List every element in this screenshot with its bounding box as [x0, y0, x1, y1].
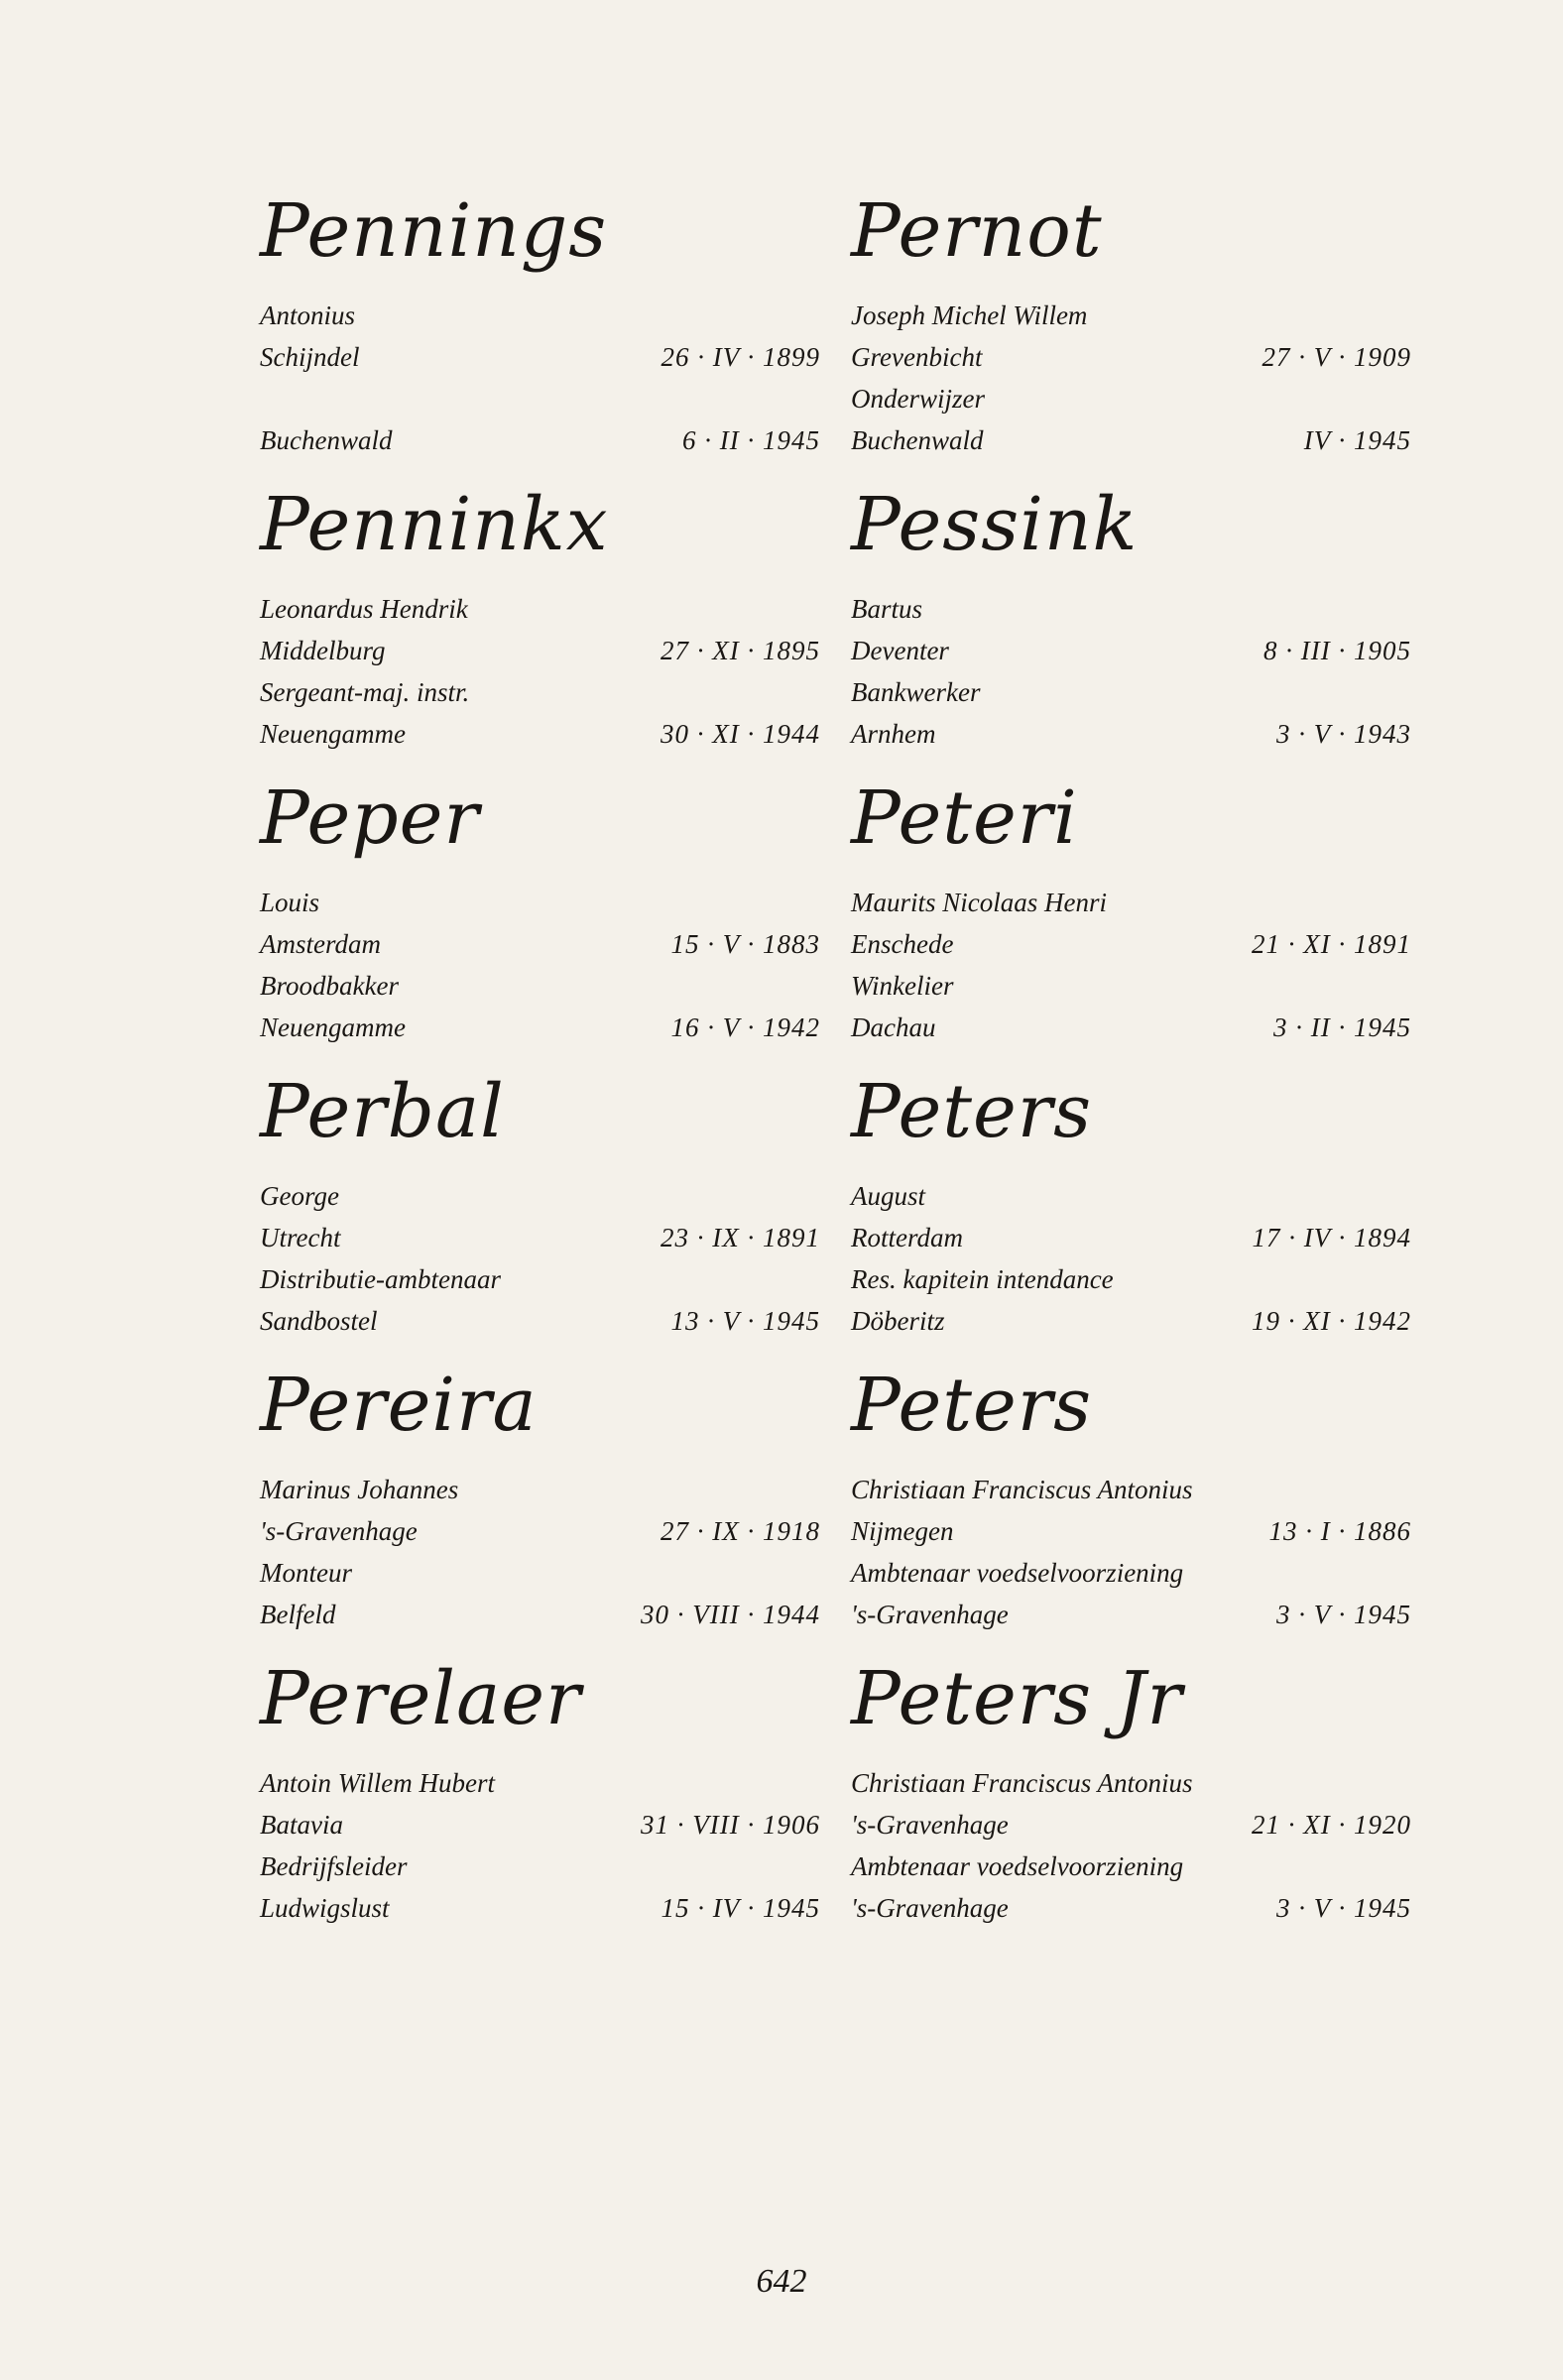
occupation: Ambtenaar voedselvoorziening — [851, 1851, 1184, 1881]
death-place: Neuengamme — [260, 719, 406, 749]
memorial-entry — [260, 771, 820, 1064]
given-names: Leonardus Hendrik — [260, 594, 468, 624]
death-line — [851, 1887, 1411, 1929]
birthplace: Deventer — [851, 636, 949, 665]
given-names: Christiaan Franciscus Antonius — [851, 1475, 1193, 1504]
birthplace: Enschede — [851, 929, 954, 959]
given-names-line — [851, 588, 1411, 630]
surname: Perbal — [260, 1069, 505, 1154]
occupation-line — [851, 1258, 1411, 1300]
birthplace: Middelburg — [260, 636, 386, 665]
memorial-entry — [260, 1358, 820, 1651]
occupation-line — [851, 671, 1411, 713]
surname: Peters Jr — [851, 1656, 1183, 1741]
birth-line — [851, 630, 1411, 671]
memorial-entry — [851, 183, 1411, 477]
death-line — [260, 1594, 820, 1635]
birth-line — [260, 1217, 820, 1258]
occupation: Sergeant-maj. instr. — [260, 677, 470, 707]
memorial-entry — [260, 477, 820, 771]
surname: Perelaer — [260, 1656, 582, 1741]
death-line — [851, 1007, 1411, 1048]
death-place: Neuengamme — [260, 1012, 406, 1042]
birth-date: 23 · IX · 1891 — [661, 1223, 820, 1252]
given-names-line — [260, 1762, 820, 1804]
occupation: Onderwijzer — [851, 384, 985, 414]
death-place: 's-Gravenhage — [851, 1600, 1009, 1629]
birth-line — [260, 1804, 820, 1845]
occupation-line — [851, 965, 1411, 1007]
occupation: Broodbakker — [260, 971, 399, 1001]
memorial-entry — [260, 183, 820, 477]
death-date: 19 · XI · 1942 — [1252, 1306, 1411, 1336]
surname: Peper — [260, 775, 480, 861]
given-names: Maurits Nicolaas Henri — [851, 888, 1108, 917]
birthplace: 's-Gravenhage — [260, 1516, 418, 1546]
birthplace: Nijmegen — [851, 1516, 954, 1546]
occupation-line — [260, 671, 820, 713]
birth-line — [851, 1510, 1411, 1552]
death-line — [260, 1007, 820, 1048]
birth-line — [260, 1510, 820, 1552]
death-line — [260, 419, 820, 461]
right-column — [851, 183, 1411, 1945]
birth-date: 21 · XI · 1920 — [1252, 1810, 1411, 1840]
memorial-entry — [260, 1651, 820, 1945]
occupation: Monteur — [260, 1558, 352, 1588]
birthplace: Schijndel — [260, 342, 360, 372]
occupation-line — [260, 1258, 820, 1300]
left-column — [260, 183, 820, 1945]
birthplace: Amsterdam — [260, 929, 381, 959]
given-names-line — [851, 1469, 1411, 1510]
given-names-line — [260, 1469, 820, 1510]
death-place: Ludwigslust — [260, 1893, 390, 1923]
given-names-line — [260, 588, 820, 630]
occupation-line — [851, 1845, 1411, 1887]
death-date: 13 · V · 1945 — [670, 1306, 820, 1336]
death-line — [851, 1594, 1411, 1635]
birth-line — [260, 630, 820, 671]
birth-date: 21 · XI · 1891 — [1252, 929, 1411, 959]
birthplace: Grevenbicht — [851, 342, 983, 372]
death-place: 's-Gravenhage — [851, 1893, 1009, 1923]
birth-line — [260, 923, 820, 965]
page-number: 642 — [756, 2263, 807, 2300]
death-date: 15 · IV · 1945 — [661, 1893, 820, 1923]
occupation-line — [260, 378, 820, 419]
given-names-line — [851, 882, 1411, 923]
birth-date: 13 · I · 1886 — [1268, 1516, 1411, 1546]
occupation: Distributie-ambtenaar — [260, 1264, 501, 1294]
birth-date: 31 · VIII · 1906 — [641, 1810, 820, 1840]
death-line — [260, 1300, 820, 1342]
surname: Pernot — [851, 188, 1103, 274]
death-date: 16 · V · 1942 — [670, 1012, 820, 1042]
death-place: Arnhem — [851, 719, 936, 749]
memorial-entry — [851, 1651, 1411, 1945]
death-line — [260, 1887, 820, 1929]
given-names: Marinus Johannes — [260, 1475, 459, 1504]
given-names: Bartus — [851, 594, 923, 624]
death-line — [851, 713, 1411, 755]
memorial-entry — [260, 1064, 820, 1358]
birth-line — [851, 1217, 1411, 1258]
memorial-entry — [851, 477, 1411, 771]
surname: Pennings — [260, 188, 608, 274]
death-place: Buchenwald — [260, 425, 393, 455]
death-line — [851, 1300, 1411, 1342]
occupation-line — [851, 1552, 1411, 1594]
birth-date: 27 · V · 1909 — [1262, 342, 1411, 372]
death-date: 30 · XI · 1944 — [661, 719, 820, 749]
given-names: Louis — [260, 888, 320, 917]
given-names-line — [851, 1762, 1411, 1804]
occupation: Res. kapitein intendance — [851, 1264, 1114, 1294]
surname: Pereira — [260, 1363, 538, 1448]
occupation: Bankwerker — [851, 677, 981, 707]
given-names: Antoin Willem Hubert — [260, 1768, 495, 1798]
birth-date: 26 · IV · 1899 — [661, 342, 820, 372]
given-names: Christiaan Franciscus Antonius — [851, 1768, 1193, 1798]
memorial-entry — [851, 771, 1411, 1064]
occupation: Winkelier — [851, 971, 954, 1001]
death-date: 3 · V · 1943 — [1275, 719, 1411, 749]
surname: Peters — [851, 1069, 1093, 1154]
death-line — [260, 713, 820, 755]
occupation: Ambtenaar voedselvoorziening — [851, 1558, 1184, 1588]
birth-line — [851, 923, 1411, 965]
given-names-line — [851, 1175, 1411, 1217]
given-names-line — [260, 295, 820, 336]
birthplace: Batavia — [260, 1810, 343, 1840]
death-place: Sandbostel — [260, 1306, 378, 1336]
given-names: George — [260, 1181, 339, 1211]
given-names: Antonius — [260, 300, 356, 330]
death-date: IV · 1945 — [1303, 425, 1411, 455]
occupation-line — [260, 965, 820, 1007]
surname: Penninkx — [260, 482, 609, 567]
surname: Pessink — [851, 482, 1139, 567]
birth-date: 27 · IX · 1918 — [661, 1516, 820, 1546]
death-date: 3 · V · 1945 — [1275, 1600, 1411, 1629]
surname: Peteri — [851, 775, 1078, 861]
death-date: 3 · II · 1945 — [1273, 1012, 1411, 1042]
occupation-line — [260, 1552, 820, 1594]
occupation: Bedrijfsleider — [260, 1851, 408, 1881]
memorial-entry — [851, 1358, 1411, 1651]
birth-date: 15 · V · 1883 — [670, 929, 820, 959]
given-names-line — [851, 295, 1411, 336]
birth-line — [851, 1804, 1411, 1845]
birth-line — [851, 336, 1411, 378]
birth-date: 27 · XI · 1895 — [661, 636, 820, 665]
memorial-entry — [851, 1064, 1411, 1358]
birthplace: Utrecht — [260, 1223, 341, 1252]
death-place: Dachau — [851, 1012, 936, 1042]
birth-date: 17 · IV · 1894 — [1252, 1223, 1411, 1252]
birthplace: 's-Gravenhage — [851, 1810, 1009, 1840]
birth-date: 8 · III · 1905 — [1263, 636, 1411, 665]
occupation-line — [260, 1845, 820, 1887]
death-place: Belfeld — [260, 1600, 336, 1629]
surname: Peters — [851, 1363, 1093, 1448]
death-date: 3 · V · 1945 — [1275, 1893, 1411, 1923]
death-place: Döberitz — [851, 1306, 945, 1336]
death-date: 30 · VIII · 1944 — [641, 1600, 820, 1629]
death-place: Buchenwald — [851, 425, 984, 455]
given-names-line — [260, 1175, 820, 1217]
death-line — [851, 419, 1411, 461]
given-names: Joseph Michel Willem — [851, 300, 1088, 330]
occupation-line — [851, 378, 1411, 419]
death-date: 6 · II · 1945 — [682, 425, 820, 455]
birth-line — [260, 336, 820, 378]
birthplace: Rotterdam — [851, 1223, 963, 1252]
given-names-line — [260, 882, 820, 923]
given-names: August — [851, 1181, 926, 1211]
